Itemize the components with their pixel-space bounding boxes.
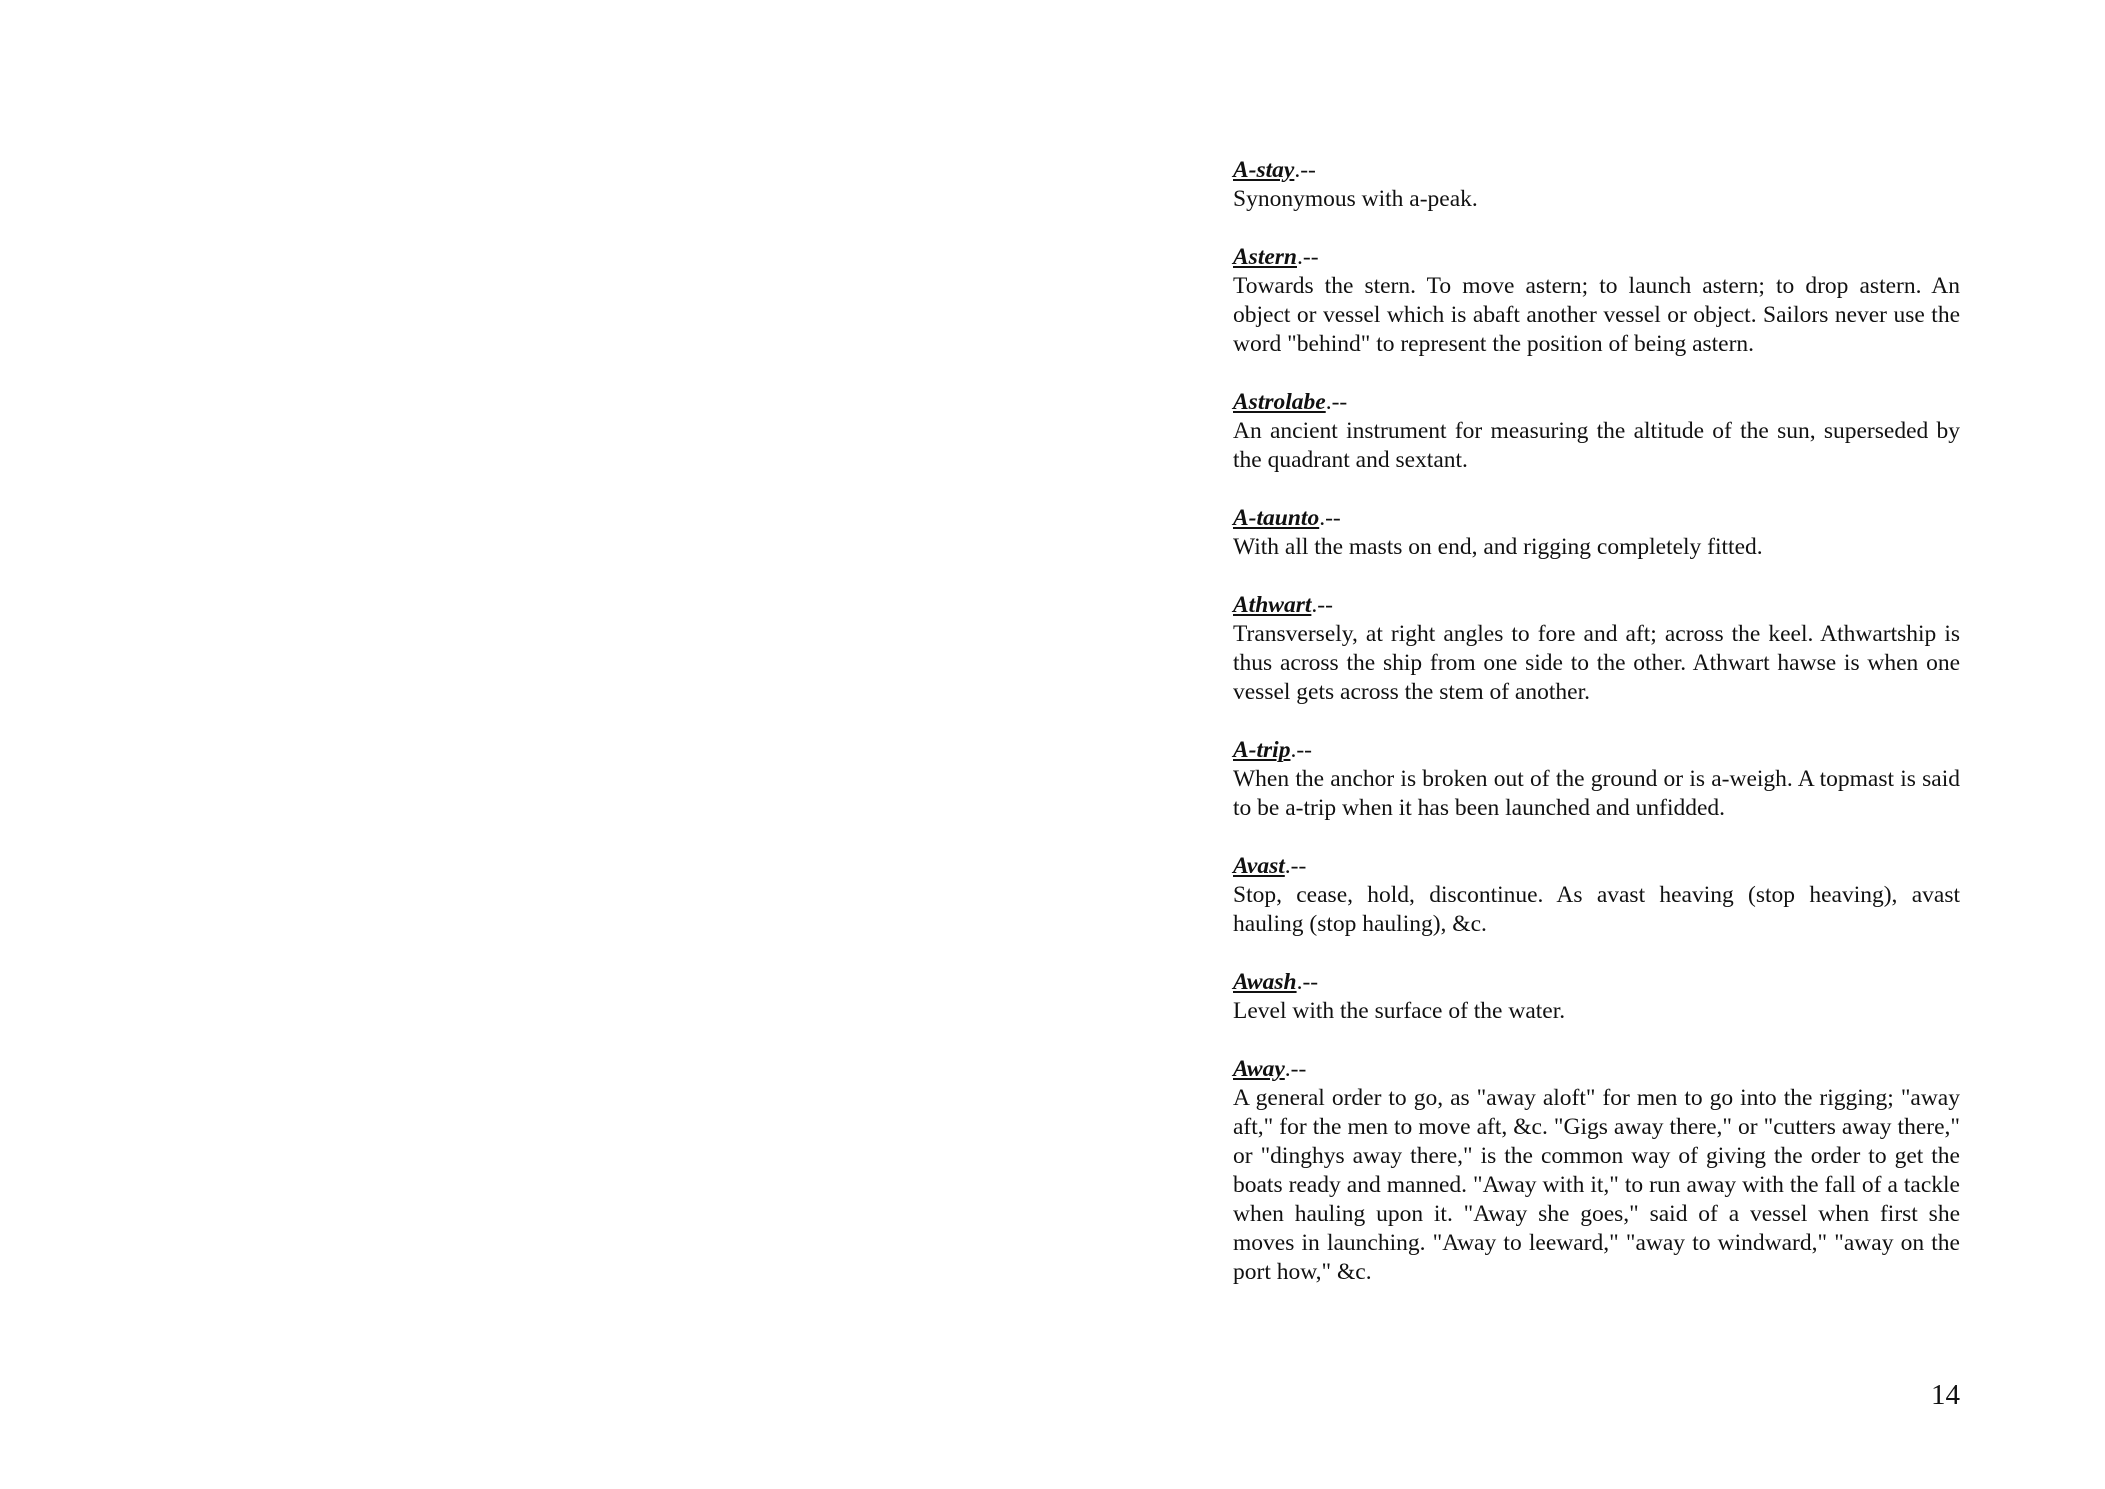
headword: Athwart — [1233, 592, 1312, 618]
glossary-entry-athwart — [1233, 591, 1960, 707]
glossary-entry-avast — [1233, 852, 1960, 939]
headword: A-trip — [1233, 737, 1291, 763]
definition-text: A general order to go, as "away aloft" for men to go into the rigging; "away aft," for the men to move aft, &c. "Gigs away there," or "cutters away there," or "dinghys away there," is the common way of giving the order to get the boats ready and manned. "Away with it," to run away with the fall of a tackle when hauling upon it. "Away she goes," said of a vessel when first she moves in launching. "Away to leeward," "away to windward," "away on the port how," &c. — [1233, 1085, 1960, 1285]
definition-text: With all the masts on end, and rigging completely fitted. — [1233, 534, 1763, 560]
headword: A-taunto — [1233, 505, 1320, 531]
definition-text: Level with the surface of the water. — [1233, 998, 1566, 1024]
headword-suffix: .-- — [1311, 592, 1333, 618]
headword-suffix: .-- — [1284, 853, 1307, 879]
glossary-entry-away — [1233, 1055, 1960, 1287]
definition-text: When the anchor is broken out of the ground or is a-weigh. A topmast is said to be a-trip when it has been launched and unfidded. — [1233, 766, 1960, 821]
definition-text: Towards the stern. To move astern; to launch astern; to drop astern. An object or vessel which is abaft another vessel or object. Sailors never use the word "behind" to represent the position of being astern. — [1233, 273, 1960, 357]
entry-heading — [1233, 156, 1960, 185]
definition-text: An ancient instrument for measuring the altitude of the sun, superseded by the quadrant and sextant. — [1233, 418, 1960, 473]
headword-suffix: .-- — [1294, 157, 1316, 183]
headword: Away — [1233, 1056, 1285, 1082]
headword: Astern — [1233, 244, 1297, 270]
headword: Avast — [1233, 853, 1285, 879]
headword-suffix: .-- — [1290, 737, 1312, 763]
entry-heading — [1233, 243, 1960, 272]
headword: A-stay — [1233, 157, 1295, 183]
headword-suffix: .-- — [1319, 505, 1341, 531]
glossary-entry-a-trip — [1233, 736, 1960, 823]
definition-text: Transversely, at right angles to fore and aft; across the keel. Athwartship is thus across the ship from one side to the other. Athwart hawse is when one vessel gets across the stem of another. — [1233, 621, 1960, 705]
headword-suffix: .-- — [1297, 244, 1319, 270]
entry-heading — [1233, 968, 1960, 997]
glossary-column — [1233, 156, 1960, 1316]
glossary-entry-astrolabe — [1233, 388, 1960, 475]
entry-heading — [1233, 504, 1960, 533]
headword-suffix: .-- — [1325, 389, 1348, 415]
headword: Astrolabe — [1233, 389, 1326, 415]
definition-text: Synonymous with a-peak. — [1233, 186, 1478, 212]
headword-suffix: .-- — [1284, 1056, 1307, 1082]
entry-heading — [1233, 852, 1960, 881]
definition-text: Stop, cease, hold, discontinue. As avast heaving (stop heaving), avast hauling (stop hauling), &c. — [1233, 882, 1960, 937]
glossary-entry-a-stay — [1233, 156, 1960, 214]
entry-heading — [1233, 591, 1960, 620]
entry-heading — [1233, 736, 1960, 765]
glossary-entry-astern — [1233, 243, 1960, 359]
entry-heading — [1233, 388, 1960, 417]
page-number: 14 — [1931, 1379, 1960, 1411]
glossary-entry-awash — [1233, 968, 1960, 1026]
entry-heading — [1233, 1055, 1960, 1084]
glossary-entry-a-taunto — [1233, 504, 1960, 562]
headword: Awash — [1233, 969, 1297, 995]
headword-suffix: .-- — [1296, 969, 1319, 995]
